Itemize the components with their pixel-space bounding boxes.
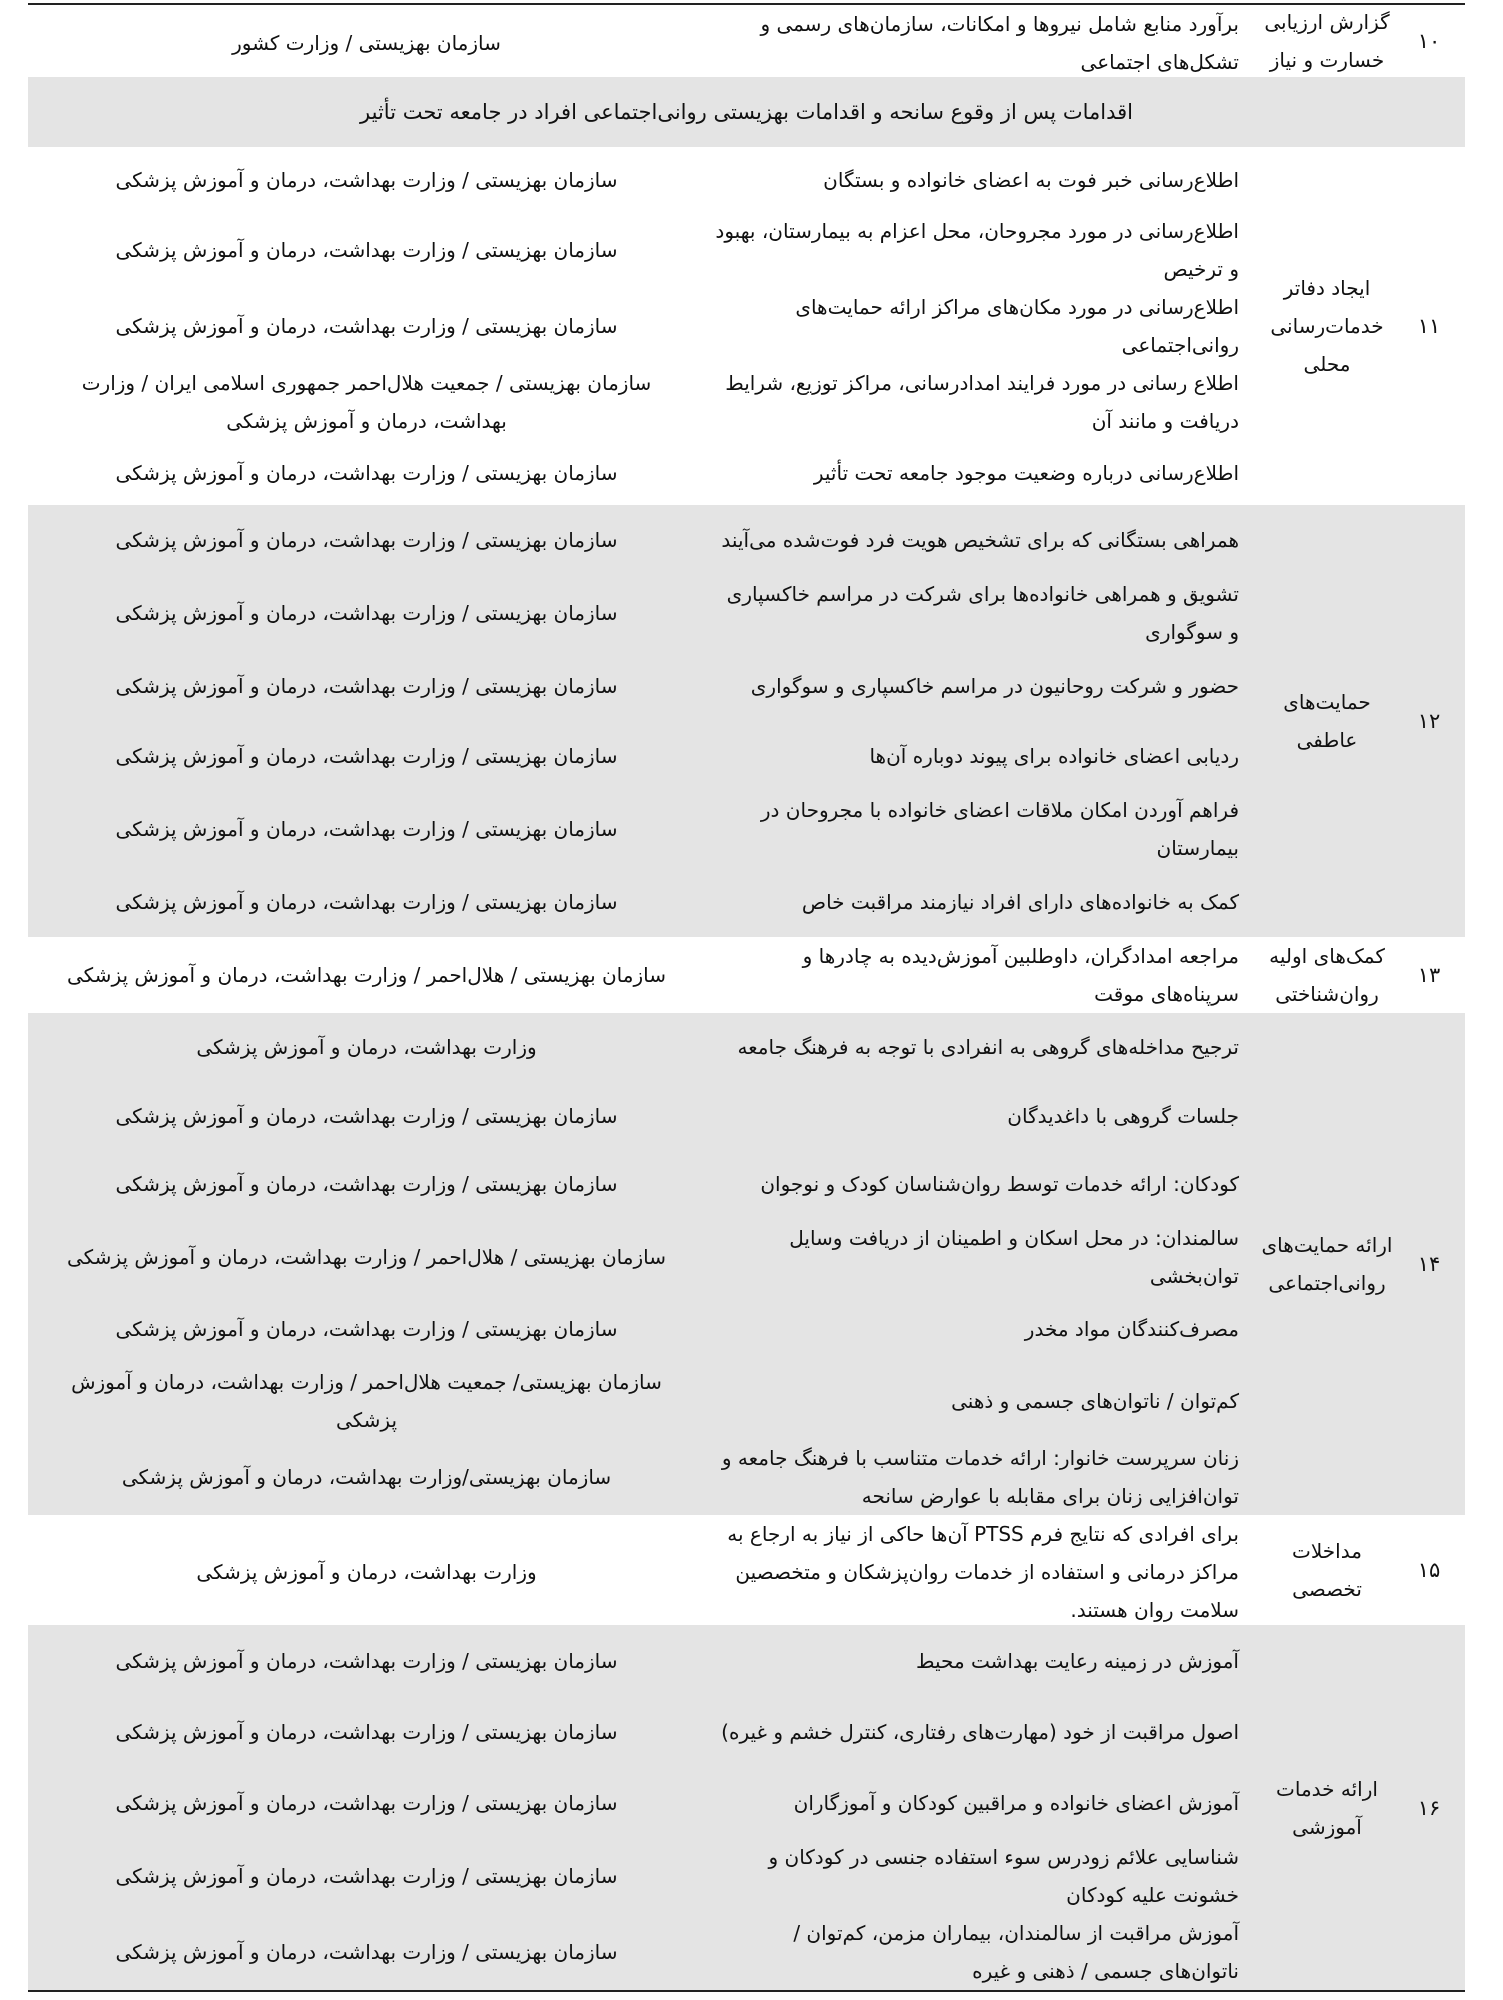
list-item <box>28 1082 1261 1151</box>
table-row-13 <box>28 937 1465 1013</box>
table-row-10 <box>28 5 1465 77</box>
section-header-text: اقدامات پس از وقوع سانحه و اقدامات بهزیستی روانی‌اجتماعی افراد در جامعه تحت تأثیر <box>360 100 1133 124</box>
action-text: آموزش اعضای خانواده و مراقبین کودکان و آموزگاران <box>793 1790 1239 1815</box>
responsible-text: سازمان بهزیستی / وزارت بهداشت، درمان و آموزش پزشکی <box>115 314 618 338</box>
row-number: ۱۵ <box>1417 1558 1441 1582</box>
list-item <box>28 1767 1261 1838</box>
row-title: ایجاد دفاتر خدمات‌رسانی محلی <box>1270 276 1384 376</box>
action-text: فراهم آوردن امکان ملاقات اعضای خانواده با مجروحان در بیمارستان <box>760 798 1239 860</box>
action-text: اطلاع رسانی در مورد فرایند امدادرسانی، مراکز توزیع، شرایط دریافت و مانند آن <box>725 371 1239 433</box>
responsible-text: سازمان بهزیستی / وزارت بهداشت، درمان و آموزش پزشکی <box>115 1719 618 1744</box>
action-text: ترجیح مداخله‌های گروهی به انفرادی با توجه به فرهنگ جامعه <box>737 1035 1239 1060</box>
responsible-text: وزارت بهداشت، درمان و آموزش پزشکی <box>196 1560 537 1584</box>
action-text: همراهی بستگانی که برای تشخیص هویت فرد فوت‌شده می‌آیند <box>721 528 1239 552</box>
action-text: اطلاع‌رسانی در مورد مجروحان، محل اعزام به بیمارستان، بهبود و ترخیص <box>715 219 1239 281</box>
row-title: ارائه حمایت‌های روانی‌اجتماعی <box>1261 1233 1393 1295</box>
responsible-text: سازمان بهزیستی / وزارت بهداشت، درمان و آموزش پزشکی <box>115 1316 618 1341</box>
action-text: تشویق و همراهی خانواده‌ها برای شرکت در مراسم خاکسپاری و سوگواری <box>726 582 1239 644</box>
table-row-16 <box>28 1625 1465 1990</box>
responsible-text: وزارت بهداشت، درمان و آموزش پزشکی <box>196 1035 537 1060</box>
row-items <box>28 505 1261 937</box>
action-text: کودکان: ارائه خدمات توسط روان‌شناسان کودک و نوجوان <box>760 1172 1239 1197</box>
responsible-text: سازمان بهزیستی / وزارت کشور <box>232 31 501 55</box>
action-text: مراجعه امدادگران، داوطلبین آموزش‌دیده به چادرها و سرپناه‌های موقت <box>802 944 1239 1006</box>
list-item <box>28 1219 1261 1295</box>
list-item <box>28 1696 1261 1767</box>
action-text: مصرف‌کنندگان مواد مخدر <box>1024 1316 1239 1341</box>
list-item <box>28 721 1261 791</box>
row-number: ۱۱ <box>1417 314 1441 338</box>
list-item <box>28 147 1261 212</box>
section-header-row <box>28 77 1465 147</box>
responsible-text: سازمان بهزیستی/ جمعیت هلال‌احمر / وزارت بهداشت، درمان و آموزش پزشکی <box>71 1370 662 1432</box>
responsible-text: سازمان بهزیستی / وزارت بهداشت، درمان و آموزش پزشکی <box>115 1172 618 1197</box>
list-item <box>28 1515 1261 1629</box>
list-item <box>28 1838 1261 1914</box>
row-items <box>28 1013 1261 1515</box>
row-title: ارائه خدمات آموزشی <box>1276 1776 1378 1839</box>
table-row-15 <box>28 1515 1465 1625</box>
responsible-text: سازمان بهزیستی / وزارت بهداشت، درمان و آموزش پزشکی <box>115 167 618 192</box>
table-bottom-rule <box>28 1990 1465 1992</box>
list-item <box>28 1013 1261 1082</box>
list-item <box>28 867 1261 937</box>
action-text: حضور و شرکت روحانیون در مراسم خاکسپاری و سوگواری <box>750 674 1239 698</box>
list-item <box>28 791 1261 867</box>
responsible-text: سازمان بهزیستی / وزارت بهداشت، درمان و آموزش پزشکی <box>115 1864 618 1888</box>
table-row-11 <box>28 147 1465 505</box>
responsible-text: سازمان بهزیستی / وزارت بهداشت، درمان و آموزش پزشکی <box>115 1940 618 1964</box>
action-text: سالمندان: در محل اسکان و اطمینان از دریافت وسایل توان‌بخشی <box>789 1225 1239 1288</box>
row-number: ۱۲ <box>1417 709 1441 733</box>
list-item <box>28 5 1261 81</box>
list-item <box>28 440 1261 505</box>
action-text: اصول مراقبت از خود (مهارت‌های رفتاری، کنترل خشم و غیره) <box>721 1719 1239 1744</box>
responsible-text: سازمان بهزیستی / وزارت بهداشت، درمان و آموزش پزشکی <box>115 601 618 625</box>
row-items <box>28 1625 1261 1990</box>
responsible-text: سازمان بهزیستی/وزارت بهداشت، درمان و آموزش پزشکی <box>121 1465 612 1489</box>
action-text: شناسایی علائم زودرس سوء استفاده جنسی در کودکان و خشونت علیه کودکان <box>768 1845 1239 1907</box>
row-number: ۱۰ <box>1417 29 1441 53</box>
action-text: برای افرادی که نتایج فرم PTSS آن‌ها حاکی از نیاز به ارجاع به مراکز درمانی و استفاده از خدمات روان‌پزشکان و متخصصین سلامت روان هستند. <box>727 1522 1239 1622</box>
responsible-text: سازمان بهزیستی / هلال‌احمر / وزارت بهداشت، درمان و آموزش پزشکی <box>66 963 667 987</box>
row-items <box>28 5 1261 77</box>
action-text: کمک به خانواده‌های دارای افراد نیازمند مراقبت خاص <box>801 890 1239 914</box>
responsible-text: سازمان بهزیستی / وزارت بهداشت، درمان و آموزش پزشکی <box>115 1648 618 1673</box>
list-item <box>28 1363 1261 1439</box>
responsible-text: سازمان بهزیستی / وزارت بهداشت، درمان و آموزش پزشکی <box>115 744 618 768</box>
row-title: گزارش ارزیابی خسارت و نیاز <box>1264 10 1390 72</box>
list-item <box>28 1439 1261 1515</box>
row-items <box>28 937 1261 1013</box>
action-text: کم‌توان / ناتوان‌های جسمی و ذهنی <box>951 1389 1239 1413</box>
list-item <box>28 1150 1261 1219</box>
table-row-12 <box>28 505 1465 937</box>
responsibility-table <box>28 0 1465 1992</box>
action-text: آموزش در زمینه رعایت بهداشت محیط <box>916 1648 1239 1673</box>
responsible-text: سازمان بهزیستی / هلال‌احمر / وزارت بهداشت، درمان و آموزش پزشکی <box>66 1244 667 1269</box>
responsible-text: سازمان بهزیستی / جمعیت هلال‌احمر جمهوری اسلامی ایران / وزارت بهداشت، درمان و آموزش پزشکی <box>81 371 652 433</box>
responsible-text: سازمان بهزیستی / وزارت بهداشت، درمان و آموزش پزشکی <box>115 1790 618 1815</box>
list-item <box>28 651 1261 721</box>
responsible-text: سازمان بهزیستی / وزارت بهداشت، درمان و آموزش پزشکی <box>115 890 618 914</box>
list-item <box>28 288 1261 364</box>
responsible-text: سازمان بهزیستی / وزارت بهداشت، درمان و آموزش پزشکی <box>115 1103 618 1128</box>
list-item <box>28 937 1261 1013</box>
list-item <box>28 364 1261 440</box>
list-item <box>28 575 1261 651</box>
action-text: زنان سرپرست خانوار: ارائه خدمات متناسب با فرهنگ جامعه و توان‌افزایی زنان برای مقابله با عوارض سانحه <box>721 1446 1239 1508</box>
action-text: اطلاع‌رسانی خبر فوت به اعضای خانواده و بستگان <box>823 167 1239 192</box>
responsible-text: سازمان بهزیستی / وزارت بهداشت، درمان و آموزش پزشکی <box>115 528 618 552</box>
action-text: برآورد منابع شامل نیروها و امکانات، سازمان‌های رسمی و تشکل‌های اجتماعی <box>760 12 1239 74</box>
responsible-text: سازمان بهزیستی / وزارت بهداشت، درمان و آموزش پزشکی <box>115 238 618 262</box>
row-title: مداخلات تخصصی <box>1292 1539 1362 1601</box>
row-items <box>28 147 1261 505</box>
list-item <box>28 1914 1261 1990</box>
responsible-text: سازمان بهزیستی / وزارت بهداشت، درمان و آموزش پزشکی <box>115 460 618 485</box>
list-item <box>28 212 1261 288</box>
list-item <box>28 505 1261 575</box>
responsible-text: سازمان بهزیستی / وزارت بهداشت، درمان و آموزش پزشکی <box>115 674 618 698</box>
list-item <box>28 1295 1261 1364</box>
row-items <box>28 1515 1261 1625</box>
row-title: کمک‌های اولیه روان‌شناختی <box>1269 944 1385 1006</box>
action-text: ردیابی اعضای خانواده برای پیوند دوباره آن‌ها <box>869 744 1239 768</box>
action-text: اطلاع‌رسانی درباره وضعیت موجود جامعه تحت تأثیر <box>813 460 1239 485</box>
row-number: ۱۶ <box>1417 1795 1441 1820</box>
action-text: جلسات گروهی با داغدیدگان <box>1007 1103 1239 1128</box>
action-text: آموزش مراقبت از سالمندان، بیماران مزمن، کم‌توان / ناتوان‌های جسمی / ذهنی و غیره <box>793 1921 1239 1983</box>
table-row-14 <box>28 1013 1465 1515</box>
row-number: ۱۴ <box>1417 1252 1441 1276</box>
row-number: ۱۳ <box>1417 963 1441 987</box>
action-text: اطلاع‌رسانی در مورد مکان‌های مراکز ارائه حمایت‌های روانی‌اجتماعی <box>795 295 1239 357</box>
row-title: حمایت‌های عاطفی <box>1283 690 1371 752</box>
responsible-text: سازمان بهزیستی / وزارت بهداشت، درمان و آموزش پزشکی <box>115 817 618 841</box>
list-item <box>28 1625 1261 1696</box>
